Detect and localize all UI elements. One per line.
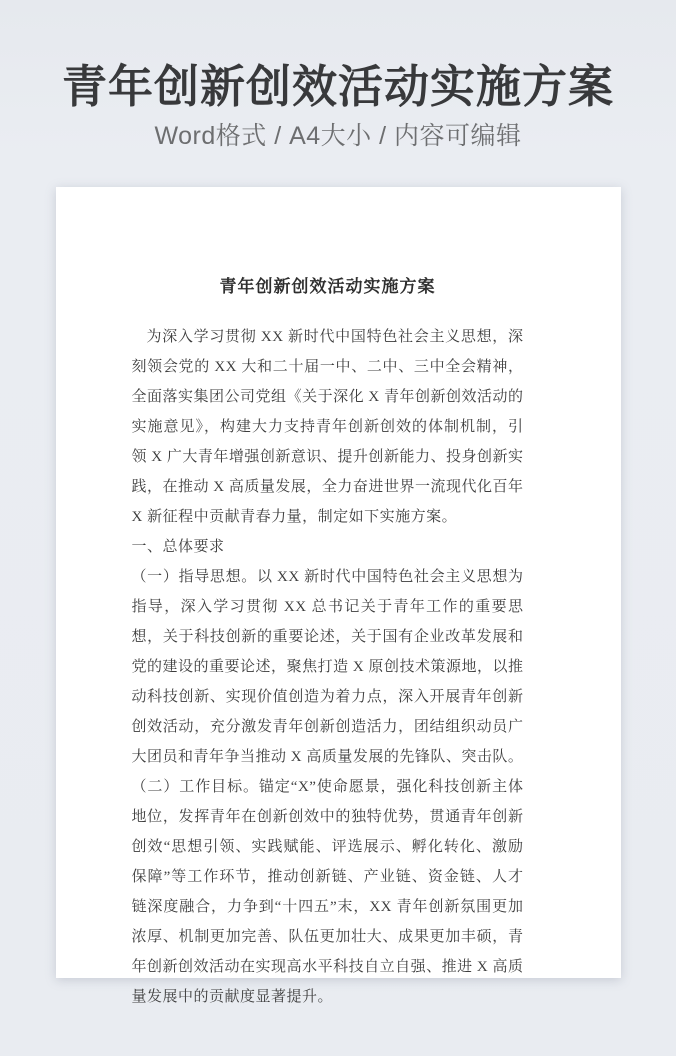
document-page: [56, 187, 621, 1005]
document-section1-heading: 一、总体要求: [131, 539, 225, 555]
document-item2-paragraph: （二）工作目标。锚定“X”使命愿景，强化科技创新主体地位，发挥青年在创新创效中的独特优势，贯通青年创新创效“思想引领、实践赋能、评选展示、孵化转化、激励保障”等工作环节，推动创新链、产业链、资金链、人才链深度融合，力争到“十四五”末，XX 青年创新氛围更加浓厚、机制更加完善、队伍更加壮大、成果更加丰硕，青年创新创效活动在实现高水平科技自立自强、推进 X 高质量发展中的贡献度显著提升。: [131, 779, 524, 1005]
document-intro-paragraph: 为深入学习贯彻 XX 新时代中国特色社会主义思想，深刻领会党的 XX 大和二十届一中、二中、三中全会精神，全面落实集团公司党组《关于深化 X 青年创新创效活动的实施意见》，构建大力支持青年创新创效的体制机制，引领 X 广大青年增强创新意识、提升创新能力、投身创新实践，在推动 X 高质量发展，全力奋进世界一流现代化百年 X 新征程中贡献青春力量，制定如下实施方案。: [131, 329, 524, 525]
page-title: 青年创新创效活动实施方案: [61, 61, 614, 112]
preview-header: [0, 0, 676, 151]
document-item1-paragraph: （一）指导思想。以 XX 新时代中国特色社会主义思想为指导，深入学习贯彻 XX 总书记关于青年工作的重要思想，关于科技创新的重要论述，关于国有企业改革发展和党的建设的重要论述，聚焦打造 X 原创技术策源地，以推动科技创新、实现价值创造为着力点，深入开展青年创新创效活动，充分激发青年创新创造活力，团结组织动员广大团员和青年争当推动 X 高质量发展的先锋队、突击队。: [131, 569, 524, 765]
page-subtitle: Word格式 / A4大小 / 内容可编辑: [154, 122, 522, 150]
document-title: 青年创新创效活动实施方案: [219, 277, 436, 296]
